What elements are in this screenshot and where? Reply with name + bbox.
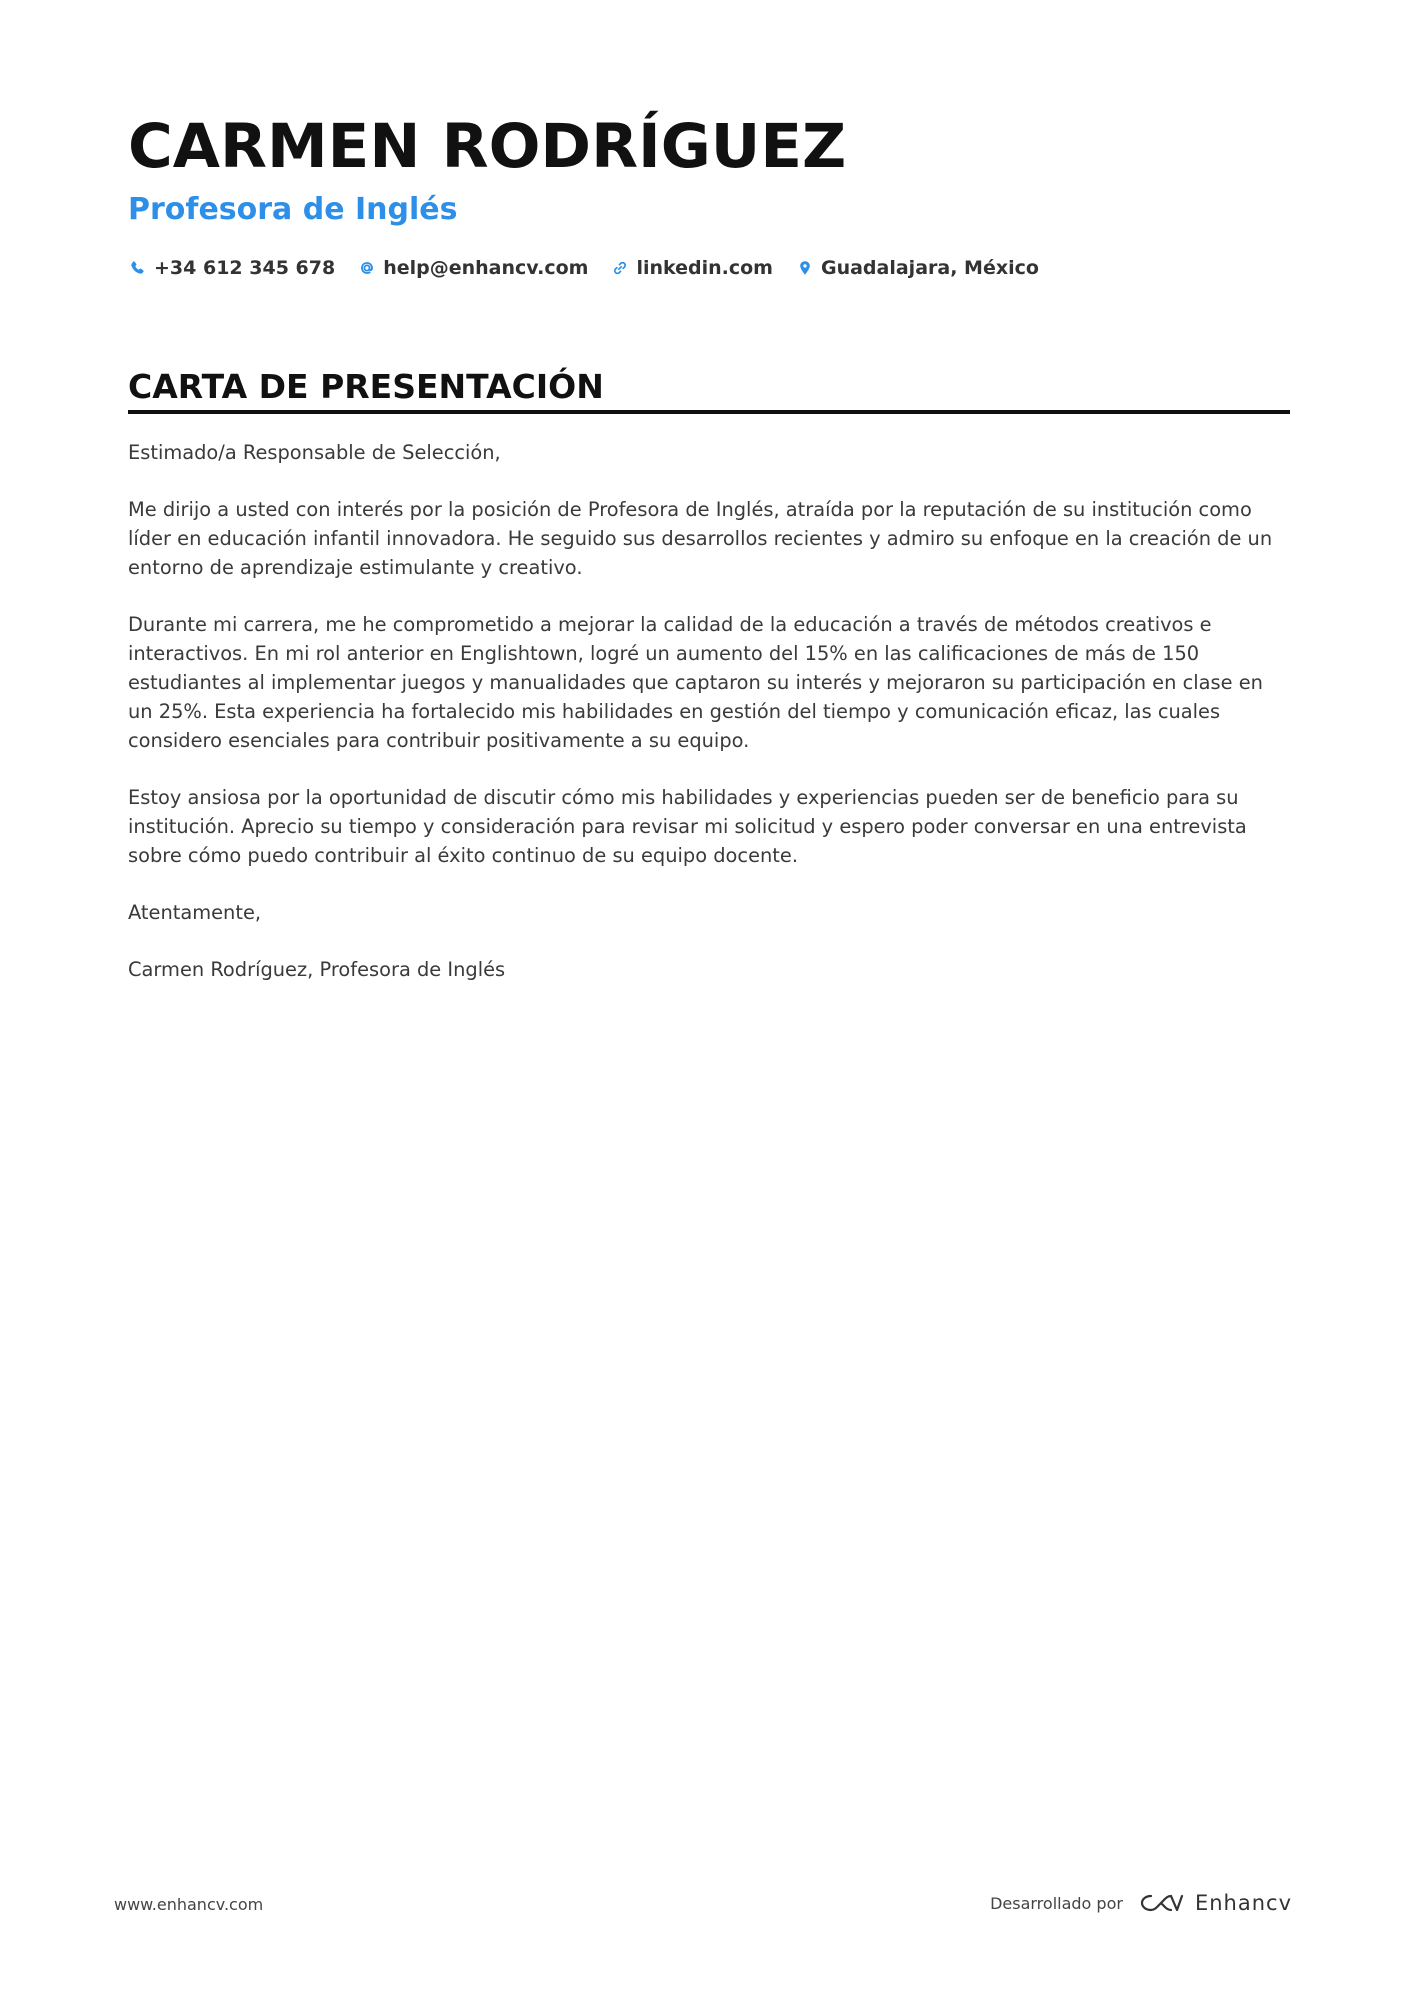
at-icon	[357, 258, 377, 278]
email-text: help@enhancv.com	[383, 257, 589, 279]
phone-text: +34 612 345 678	[154, 257, 336, 279]
enhancv-logo-icon	[1137, 1890, 1185, 1916]
location-text: Guadalajara, México	[820, 257, 1039, 279]
footer-brand[interactable]	[990, 1890, 1292, 1916]
section-divider	[128, 410, 1290, 414]
link-icon	[610, 258, 630, 278]
contact-email[interactable]	[357, 257, 588, 279]
letter-body	[128, 438, 1290, 1012]
letter-greeting: Estimado/a Responsable de Selección,	[128, 441, 501, 464]
contact-bar	[128, 253, 1061, 283]
contact-phone[interactable]	[128, 257, 335, 279]
candidate-role: Profesora de Inglés	[128, 192, 458, 227]
phone-icon	[128, 258, 148, 278]
powered-by-label: Desarrollado por	[990, 1893, 1123, 1913]
letter-signature: Carmen Rodríguez, Profesora de Inglés	[128, 958, 506, 981]
footer-url[interactable]: www.enhancv.com	[114, 1895, 264, 1914]
contact-location	[795, 257, 1039, 279]
letter-paragraph: Estoy ansiosa por la oportunidad de discutir cómo mis habilidades y experiencias pueden ser de beneficio para su institución. Aprecio su tiempo y consideración para revisar mi solicitud y espero poder conversar en una entrevista sobre cómo puedo contribuir al éxito continuo de su equipo docente.	[128, 786, 1247, 867]
linkedin-text: linkedin.com	[636, 257, 773, 279]
letter-paragraph: Durante mi carrera, me he comprometido a mejorar la calidad de la educación a través de métodos creativos e interactivos. En mi rol anterior en Englishtown, logré un aumento del 15% en las calificaciones de más de 150 estudiantes al implementar juegos y manualidades que captaron su interés y mejoraron su participación en clase en un 25%. Esta experiencia ha fortalecido mis habilidades en gestión del tiempo y comunicación eficaz, las cuales considero esenciales para contribuir positivamente a su equipo.	[128, 613, 1263, 752]
candidate-name: CARMEN RODRÍGUEZ	[128, 111, 847, 182]
section-heading: CARTA DE PRESENTACIÓN	[128, 367, 604, 406]
brand-name: Enhancv	[1194, 1891, 1292, 1915]
letter-closing: Atentamente,	[128, 901, 262, 924]
letter-paragraph: Me dirijo a usted con interés por la posición de Profesora de Inglés, atraída por la reputación de su institución como líder en educación infantil innovadora. He seguido sus desarrollos recientes y admiro su enfoque en la creación de un entorno de aprendizaje estimulante y creativo.	[128, 498, 1273, 579]
location-pin-icon	[795, 258, 815, 278]
contact-linkedin[interactable]	[610, 257, 773, 279]
